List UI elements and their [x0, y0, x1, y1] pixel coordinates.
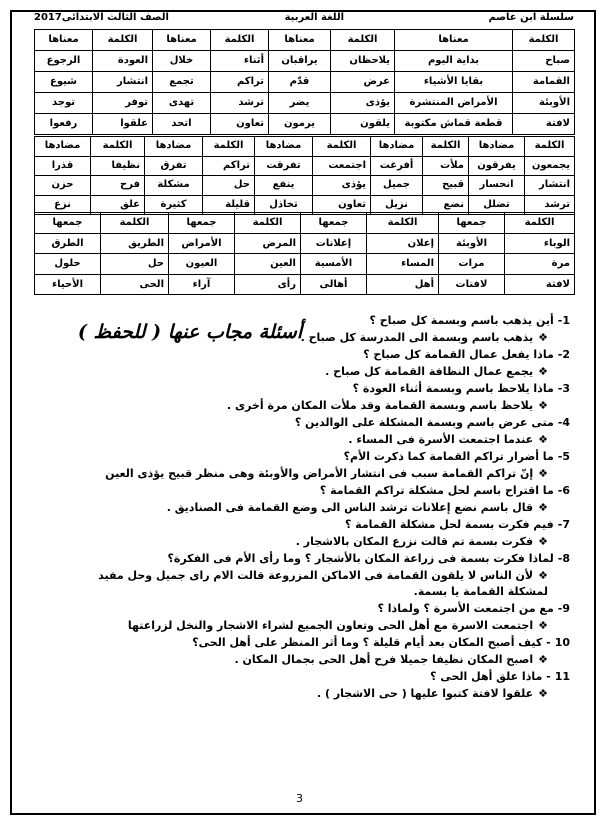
question-number: 7- [557, 518, 570, 531]
question-row [40, 550, 570, 567]
table-row [35, 72, 575, 93]
table-cell: مرات [439, 254, 505, 275]
table-header-row [35, 213, 575, 234]
table-cell: الأحياء [35, 274, 101, 295]
bullet-icon: ❖ [538, 331, 548, 344]
table-cell: توفر [93, 93, 153, 114]
header-cell: جمعها [35, 213, 101, 234]
answer-text: علقوا لافتة كتبوا عليها ( حى الاشجار ) . [316, 687, 534, 700]
answer-text: عندما اجتمعت الأسرة فى المساء . [348, 433, 534, 446]
answer-row [40, 685, 570, 702]
opposites-table [34, 136, 575, 215]
table-cell: تفرق [145, 156, 203, 176]
header-cell: الكلمة [211, 30, 269, 51]
table-cell: اتحد [153, 114, 211, 135]
header-cell: الكلمة [93, 30, 153, 51]
answer-row [40, 329, 570, 346]
table-cell: آراء [169, 274, 235, 295]
table-cell: يفرقون [469, 156, 525, 176]
table-cell: يؤذى [331, 93, 395, 114]
grade-label: الصف الثالث الابتدائى2017 [34, 12, 169, 23]
header-cell: معناها [35, 30, 93, 51]
question-row [40, 448, 570, 465]
table-cell: بقايا الأشياء [395, 72, 513, 93]
table-cell: توجد [35, 93, 93, 114]
table-cell: ملأت [423, 156, 469, 176]
header-cell: جمعها [301, 213, 367, 234]
answer-text: إنّ تراكم القمامة سبب فى انتشار الأمراض والأوبئة وهى منظر قبيح يؤذى العين [105, 467, 534, 480]
table-cell: نظيفا [91, 156, 145, 176]
question-number: 4- [557, 416, 570, 429]
header-cell: مضادها [255, 137, 313, 157]
table-cell: نزع [35, 195, 91, 215]
table-cell: أثناء [211, 51, 269, 72]
answer-text: لأن الناس لا يلقون القمامة فى الاماكن المزروعة قالت الام راى جميل وحل مفيد [98, 569, 534, 582]
question-number: 1- [557, 314, 570, 327]
table-cell: قليلة [203, 195, 255, 215]
table-cell: العيون [169, 254, 235, 275]
subject-name: اللغة العربية [284, 12, 344, 23]
question-text: ماذا يفعل عمال القمامة كل صباح ؟ [363, 348, 554, 361]
answer-text: فكرت بسمة تم قالت نزرع المكان بالاشجار . [295, 535, 534, 548]
answer-row [40, 567, 570, 584]
table-cell: حلول [35, 254, 101, 275]
table-cell: بداية اليوم [395, 51, 513, 72]
table-cell: تراكم [211, 72, 269, 93]
page-number: 3 [296, 792, 303, 805]
table-cell: إعلانات [301, 233, 367, 254]
table-cell: يلقون [331, 114, 395, 135]
table-cell: علقوا [93, 114, 153, 135]
question-text: - ماذا علق أهل الحى ؟ [430, 670, 551, 683]
question-row [40, 516, 570, 533]
table-cell: رفعوا [35, 114, 93, 135]
table-cell: نزيل [371, 195, 423, 215]
table-cell: الحى [101, 274, 169, 295]
table-header-row [35, 30, 575, 51]
answer-row [40, 651, 570, 668]
table-cell: مرة [505, 254, 575, 275]
table-cell: الأمسية [301, 254, 367, 275]
table-cell: القمامة [513, 72, 575, 93]
table-cell: أهل [367, 274, 439, 295]
question-row [40, 414, 570, 431]
header-cell: مضادها [469, 137, 525, 157]
table-cell: تعاون [313, 195, 371, 215]
table-cell: الأمراض المنتشرة [395, 93, 513, 114]
table-cell: تهدى [153, 93, 211, 114]
table-cell: الأوبئة [513, 93, 575, 114]
table-cell: ترشد [525, 195, 575, 215]
answer-row [40, 397, 570, 414]
header-cell: الكلمة [525, 137, 575, 157]
meanings-table [34, 29, 575, 135]
table-cell: انحسار [469, 176, 525, 196]
table-cell: فرح [91, 176, 145, 196]
table-cell: الوباء [505, 233, 575, 254]
header-cell: الكلمة [513, 30, 575, 51]
table-row [35, 254, 575, 275]
plurals-table [34, 212, 575, 295]
table-cell: يؤذى [313, 176, 371, 196]
question-row [40, 482, 570, 499]
table-cell: تعاون [211, 114, 269, 135]
table-cell: قبيح [423, 176, 469, 196]
table-cell: حل [101, 254, 169, 275]
table-row [35, 233, 575, 254]
table-cell: العودة [93, 51, 153, 72]
table-cell: حزن [35, 176, 91, 196]
question-row [40, 312, 570, 329]
question-text: فيم فكرت بسمة لحل مشكلة القمامة ؟ [344, 518, 554, 531]
table-header-row [35, 137, 575, 157]
series-name: سلسلة ابن عاصم [488, 12, 574, 23]
header-cell: مضادها [35, 137, 91, 157]
question-number: 11 [554, 670, 570, 683]
table-cell: قدّم [269, 72, 331, 93]
table-cell: تجمع [153, 72, 211, 93]
question-text: ما اقتراح باسم لحل مشكلة تراكم القمامة ؟ [319, 484, 554, 497]
table-row [35, 274, 575, 295]
header-cell: مضادها [371, 137, 423, 157]
question-number: 10 [554, 636, 570, 649]
table-cell: تفرقت [255, 156, 313, 176]
table-cell: خلال [153, 51, 211, 72]
table-cell: أفرغت [371, 156, 423, 176]
question-number: 3- [557, 382, 570, 395]
table-cell: انتشار [93, 72, 153, 93]
question-text: لماذا فكرت بسمة فى زراعة المكان بالأشجار ؟ وما رأى الأم فى الفكرة؟ [167, 552, 554, 565]
header-cell: الكلمة [505, 213, 575, 234]
table-row [35, 51, 575, 72]
table-cell: علق [91, 195, 145, 215]
answer-row [40, 431, 570, 448]
question-text: ما أضرار تراكم القمامة كما ذكرت الأم؟ [343, 450, 554, 463]
table-cell: قطعة قماش مكتوبة [395, 114, 513, 135]
table-cell: يلاحظان [331, 51, 395, 72]
table-cell: إعلان [367, 233, 439, 254]
answer-text: اصبح المكان نظيفا جميلا فرح أهل الحى بجمال المكان . [234, 653, 534, 666]
table-cell: شيوع [35, 72, 93, 93]
table-row [35, 176, 575, 196]
question-number: 8- [557, 552, 570, 565]
header-cell: الكلمة [313, 137, 371, 157]
header-cell: جمعها [169, 213, 235, 234]
table-cell: رأى [235, 274, 301, 295]
table-cell: انتشار [525, 176, 575, 196]
header-cell: الكلمة [91, 137, 145, 157]
bullet-icon: ❖ [538, 619, 548, 632]
question-text: - كيف أصبح المكان بعد أيام قليلة ؟ وما أثر المنظر على أهل الحى؟ [192, 636, 551, 649]
table-cell: الأمراض [169, 233, 235, 254]
table-cell: تضلل [469, 195, 525, 215]
table-cell: صباح [513, 51, 575, 72]
question-row [40, 600, 570, 617]
answer-text: يلاحظ باسم وبسمة القمامة وقد ملأت المكان مرة أخرى . [227, 399, 534, 412]
header-cell: معناها [269, 30, 331, 51]
question-row [40, 634, 570, 651]
header-cell: الكلمة [367, 213, 439, 234]
table-cell: اجتمعت [313, 156, 371, 176]
table-cell: يضر [269, 93, 331, 114]
question-number: 9- [557, 602, 570, 615]
bullet-icon: ❖ [538, 365, 548, 378]
question-number: 5- [557, 450, 570, 463]
question-row [40, 346, 570, 363]
table-cell: جميل [371, 176, 423, 196]
table-cell: يجمعون [525, 156, 575, 176]
header-cell: جمعها [439, 213, 505, 234]
header-cell: الكلمة [203, 137, 255, 157]
question-text: ماذا يلاحظ باسم وبسمة أثناء العودة ؟ [352, 382, 554, 395]
table-cell: الطرق [35, 233, 101, 254]
header-cell: مضادها [145, 137, 203, 157]
header-cell: معناها [395, 30, 513, 51]
question-number: 6- [557, 484, 570, 497]
table-cell: تراكم [203, 156, 255, 176]
table-cell: أهالى [301, 274, 367, 295]
question-text: متى عرض باسم وبسمة المشكلة على الوالدين ؟ [294, 416, 554, 429]
table-cell: تخاذل [255, 195, 313, 215]
answer-row [40, 584, 570, 600]
answer-text: اجتمعت الاسرة مع أهل الحى وتعاون الجميع لشراء الاشجار والنخل لزراعتها [127, 619, 534, 632]
table-cell: كثيرة [145, 195, 203, 215]
bullet-icon: ❖ [538, 687, 548, 700]
answer-text: يجمع عمال النظافة القمامة كل صباح . [325, 365, 534, 378]
answer-text: يذهب باسم وبسمة الى المدرسة كل صباح . [300, 331, 534, 344]
table-cell: المرض [235, 233, 301, 254]
heading-text: أسئلة مجاب عنها ( للحفظ ) [77, 321, 303, 343]
table-cell: مشكلة [145, 176, 203, 196]
table-cell: الأوبئة [439, 233, 505, 254]
question-row [40, 380, 570, 397]
table-cell: الطريق [101, 233, 169, 254]
table-cell: العين [235, 254, 301, 275]
question-row [40, 668, 570, 685]
table-cell: قذرا [35, 156, 91, 176]
table-row [35, 156, 575, 176]
bullet-icon: ❖ [538, 501, 548, 514]
question-number: 2- [557, 348, 570, 361]
page-header [34, 12, 574, 28]
header-cell: الكلمة [235, 213, 301, 234]
answer-text: قال باسم نضع إعلانات ترشد الناس الى وضع القمامة فى الصناديق . [166, 501, 534, 514]
table-cell: حل [203, 176, 255, 196]
table-cell: لافتة [505, 274, 575, 295]
bullet-icon: ❖ [538, 433, 548, 446]
table-row [35, 114, 575, 135]
answer-row [40, 499, 570, 516]
question-text: أين يذهب باسم وبسمة كل صباح ؟ [369, 314, 554, 327]
table-cell: لافتات [439, 274, 505, 295]
table-cell: لافتة [513, 114, 575, 135]
table-cell: نضع [423, 195, 469, 215]
table-cell: ينفع [255, 176, 313, 196]
table-cell: ترشد [211, 93, 269, 114]
bullet-icon: ❖ [538, 653, 548, 666]
table-cell: يرمون [269, 114, 331, 135]
answer-row [40, 533, 570, 550]
table-cell: عرض [331, 72, 395, 93]
bullet-icon: ❖ [538, 535, 548, 548]
header-cell: معناها [153, 30, 211, 51]
header-cell: الكلمة [331, 30, 395, 51]
table-cell: الرجوع [35, 51, 93, 72]
bullet-icon: ❖ [538, 399, 548, 412]
table-row [35, 93, 575, 114]
bullet-icon: ❖ [538, 467, 548, 480]
table-cell: يراقبان [269, 51, 331, 72]
table-cell: المساء [367, 254, 439, 275]
answer-row [40, 617, 570, 634]
answer-row [40, 363, 570, 380]
answer-text: لمشكلة القمامة يا بسمة. [413, 585, 548, 598]
questions-list [40, 312, 570, 702]
header-cell: الكلمة [101, 213, 169, 234]
bullet-icon: ❖ [538, 569, 548, 582]
answer-row [40, 465, 570, 482]
question-text: مع من اجتمعت الأسرة ؟ ولماذا ؟ [377, 602, 554, 615]
header-cell: الكلمة [423, 137, 469, 157]
